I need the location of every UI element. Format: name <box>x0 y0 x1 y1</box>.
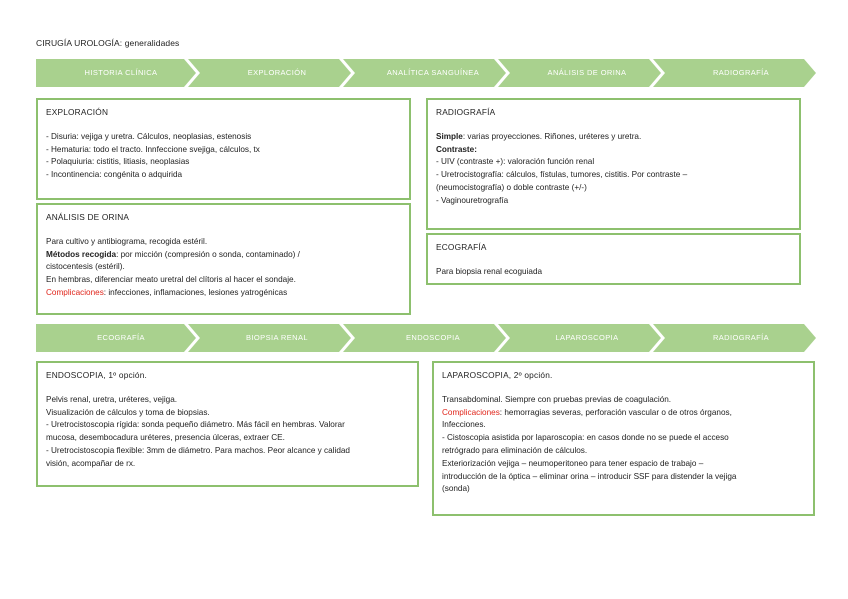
process-step-label: ECOGRAFÍA <box>97 333 145 342</box>
process-step-label: EXPLORACIÓN <box>247 68 307 77</box>
text-line: Para cultivo y antibiograma, recogida estéril. <box>46 236 208 246</box>
process-step-label: HISTORIA CLÍNICA <box>84 68 158 77</box>
analisis-orina-box <box>36 203 411 315</box>
text-line: mucosa, desembocadura uréteres, presencia úlceras, extraer CE. <box>46 433 285 443</box>
process-step-label: ANÁLISIS DE ORINA <box>547 68 627 77</box>
text-line: En hembras, diferenciar meato uretral del clítoris al hacer el sondaje. <box>46 275 296 285</box>
complicaciones-text: : hemorragias severas, perforación vascular o de otros órganos, <box>499 407 732 417</box>
text-line: visión, acompañar de rx. <box>46 458 136 468</box>
text-line: - Uretrocistografía: cálculos, fístulas, tumores, cistitis. Por contraste – <box>436 170 688 180</box>
text-line: Infecciones. <box>442 420 486 430</box>
text-line: - UIV (contraste +): valoración función renal <box>436 157 595 167</box>
complicaciones-label: Complicaciones <box>46 287 104 297</box>
text-line: Transabdominal. Siempre con pruebas previas de coagulación. <box>442 394 672 404</box>
text-line <box>442 407 805 420</box>
box-title: ENDOSCOPIA, 1º opción. <box>46 370 148 380</box>
laparoscopia-box <box>432 361 815 516</box>
text-line: cistocentesis (estéril). <box>46 262 125 272</box>
ecografia-box <box>426 233 801 285</box>
process-step-label: LAPAROSCOPIA <box>555 333 619 342</box>
text-line: - Disuria: vejiga y uretra. Cálculos, neoplasias, estenosis <box>46 131 252 141</box>
contraste-label: Contraste <box>436 144 475 154</box>
page-title: CIRUGÍA UROLOGÍA: generalidades <box>36 38 180 48</box>
metodos-text: : por micción (compresión o sonda, contaminado) / <box>116 249 300 259</box>
text-line: - Vaginouretrografía <box>436 195 509 205</box>
simple-label: Simple <box>436 131 463 141</box>
text-line: - Hematuria: todo el tracto. Innfeccione svejiga, cálculos, tx <box>46 144 260 154</box>
text-line: - Incontinencia: congénita o adquirida <box>46 170 183 180</box>
text-line: Para biopsia renal ecoguiada <box>436 266 543 276</box>
text-line <box>46 249 401 262</box>
text-line <box>46 287 401 300</box>
text-line: retrógrado para eliminación de cálculos. <box>442 445 588 455</box>
complicaciones-label: Complicaciones <box>442 407 500 417</box>
process-flow-top <box>36 59 816 87</box>
contraste-colon: : <box>474 144 477 154</box>
text-line: - Uretrocistoscopia rígida: sonda pequeño diámetro. Más fácil en hembras. Valorar <box>46 420 345 430</box>
text-line: - Uretrocistoscopia flexible: 3mm de diámetro. Para machos. Peor alcance y calidad <box>46 445 350 455</box>
process-step-label: BIOPSIA RENAL <box>246 333 308 342</box>
metodos-label: Métodos recogida <box>46 249 117 259</box>
text-line: Visualización de cálculos y toma de biopsias. <box>46 407 210 417</box>
text-line <box>436 144 791 157</box>
text-line: - Cistoscopia asistida por laparoscopia: en casos donde no se puede el acceso <box>442 433 729 443</box>
process-flow-bottom <box>36 324 816 352</box>
process-step-label: ENDOSCOPIA <box>405 333 460 342</box>
text-line: introducción de la óptica – eliminar orina – introducir SSF para distender la vejiga <box>442 471 737 481</box>
box-title: ANÁLISIS DE ORINA <box>46 212 130 222</box>
process-step-label: RADIOGRAFÍA <box>712 333 770 342</box>
box-title: ECOGRAFÍA <box>436 242 487 252</box>
text-line: Exteriorización vejiga – neumoperitoneo para tener espacio de trabajo – <box>442 458 704 468</box>
text-line: (neumocistografía) o doble contraste (+/-) <box>436 182 587 192</box>
simple-text: : varias proyecciones. Riñones, uréteres y uretra. <box>462 131 642 141</box>
process-step-label: RADIOGRAFÍA <box>712 68 770 77</box>
complicaciones-text: : infecciones, inflamaciones, lesiones yatrogénicas <box>103 287 288 297</box>
text-line <box>436 131 791 144</box>
text-line: Pelvis renal, uretra, uréteres, vejiga. <box>46 394 178 404</box>
box-title: LAPAROSCOPIA, 2º opción. <box>442 370 553 380</box>
text-line: - Polaquiuria: cistitis, litiasis, neoplasias <box>46 157 190 167</box>
exploracion-box <box>36 98 411 200</box>
radiografia-box <box>426 98 801 230</box>
box-title: RADIOGRAFÍA <box>436 107 496 117</box>
process-step-label: ANALÍTICA SANGUÍNEA <box>386 68 480 77</box>
box-title: EXPLORACIÓN <box>46 107 109 117</box>
endoscopia-box <box>36 361 419 487</box>
text-line: (sonda) <box>442 484 470 494</box>
